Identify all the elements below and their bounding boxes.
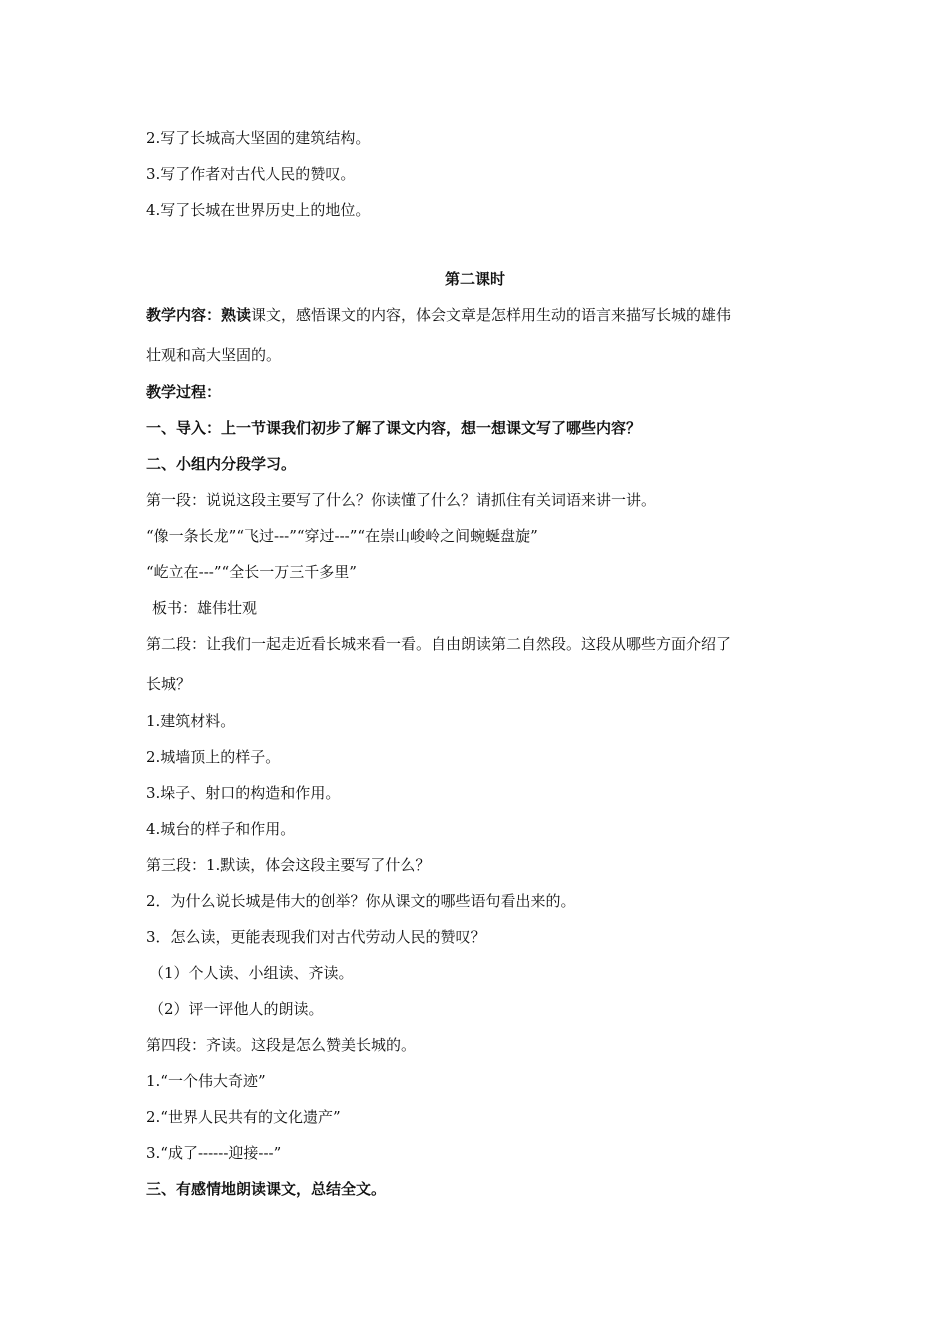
para2-item-3: 3.垛子、射口的构造和作用。 — [146, 784, 341, 802]
para4-item-3: 3.“成了------迎接---” — [146, 1144, 282, 1162]
intro-item-3: 3.写了作者对古代人民的赞叹。 — [146, 165, 356, 183]
section-title: 第二课时 — [444, 270, 505, 288]
teaching-content-lead: 熟读 — [221, 306, 252, 324]
para2-item-4: 4.城台的样子和作用。 — [146, 820, 296, 838]
para1-question: 第一段：说说这段主要写了什么？你读懂了什么？请抓住有关词语来讲一讲。 — [146, 491, 657, 509]
para2-item-2: 2.城墙顶上的样子。 — [146, 748, 281, 766]
para4-item-2: 2.“世界人民共有的文化遗产” — [146, 1108, 341, 1126]
step-1-intro: 一、导入：上一节课我们初步了解了课文内容，想一想课文写了哪些内容？ — [146, 419, 642, 437]
para4-item-1: 1.“一个伟大奇迹” — [146, 1072, 266, 1090]
para3-sub-2: （2）评一评他人的朗读。 — [149, 1000, 324, 1018]
para2-item-1: 1.建筑材料。 — [146, 712, 236, 730]
intro-item-2: 2.写了长城高大坚固的建筑结构。 — [146, 129, 371, 147]
para1-quotes-2: “屹立在---”“全长一万三千多里” — [146, 563, 357, 581]
para3-line-1: 第三段：1.默读，体会这段主要写了什么？ — [146, 856, 431, 874]
para2-question-1: 第二段：让我们一起走近看长城来看一看。自由朗读第二自然段。这段从哪些方面介绍了 — [146, 635, 732, 653]
teaching-content-label: 教学内容： — [146, 306, 222, 324]
para3-sub-1: （1）个人读、小组读、齐读。 — [149, 964, 354, 982]
teaching-content-text: 课文，感悟课文的内容，体会文章是怎样用生动的语言来描写长城的雄伟 — [251, 306, 732, 324]
teaching-content-line-2: 壮观和高大坚固的。 — [146, 346, 282, 364]
process-heading: 教学过程： — [146, 383, 222, 401]
para2-question-2: 长城？ — [146, 675, 192, 693]
step-2-group-study: 二、小组内分段学习。 — [146, 455, 297, 473]
teaching-content-line-1 — [146, 305, 731, 325]
para1-quotes-1: “像一条长龙”“飞过---”“穿过---”“在崇山峻岭之间蜿蜒盘旋” — [146, 527, 538, 545]
step-3-summary: 三、有感情地朗读课文，总结全文。 — [146, 1180, 387, 1198]
para1-board: 板书：雄伟壮观 — [152, 599, 258, 617]
intro-item-4: 4.写了长城在世界历史上的地位。 — [146, 201, 371, 219]
para3-line-2: 2．为什么说长城是伟大的创举？你从课文的哪些语句看出来的。 — [146, 892, 576, 910]
para4-line-1: 第四段：齐读。这段是怎么赞美长城的。 — [146, 1036, 417, 1054]
para3-line-3: 3．怎么读，更能表现我们对古代劳动人民的赞叹？ — [146, 928, 486, 946]
